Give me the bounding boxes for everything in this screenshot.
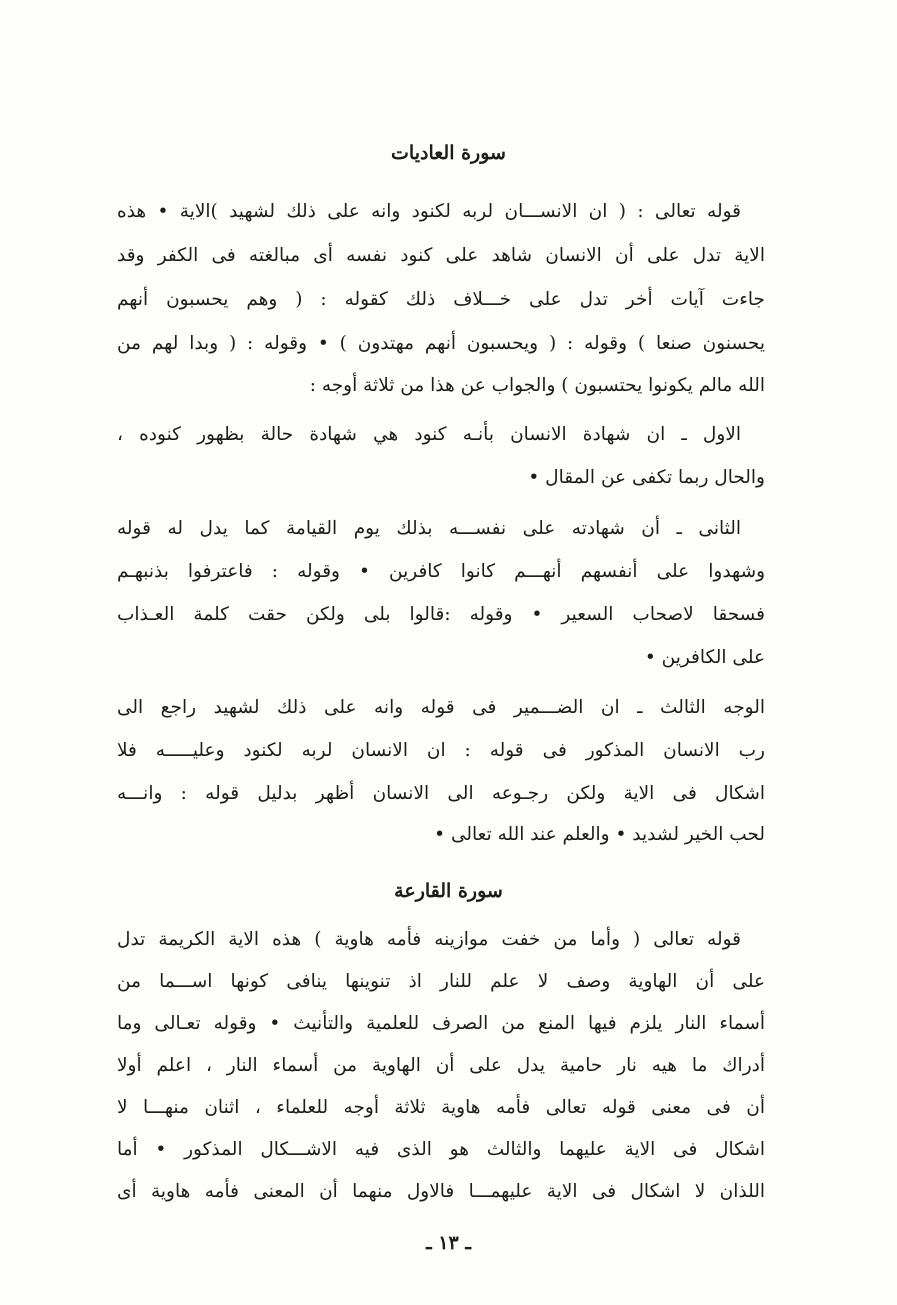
text-line: رب الانسان المذكور فى قوله : ان الانسان لربه لكنود وعليـــــه فلا [117,740,765,761]
text-line: على الكافرين • [644,647,765,668]
text-line: اشكال فى الاية ولكن رجـوعه الى الانسان أظهر بدليل قوله : وانـــه [117,783,765,804]
text-line: أدراك ما هيه نار حامية يدل على أن الهاوية من أسماء النار ، اعلم أولا [117,1055,765,1076]
text-line: جاءت آيات أخر تدل على خـــلاف ذلك كقوله : ( وهم يحسبون أنهم [117,289,765,310]
surah-heading-qariah: سورة القارعة [394,880,503,902]
page-number: ـ ١٣ ـ [426,1232,471,1254]
text-line: وشهدوا على أنفسهم أنهـــم كانوا كافرين • وقوله : فاعترفوا بذنبهـم [117,561,765,582]
text-line: الوجه الثالث ـ ان الضـــمير فى قوله وانه على ذلك لشهيد راجع الى [117,697,765,718]
text-line: يحسنون صنعا ) وقوله : ( ويحسبون أنهم مهتدون ) • وقوله : ( وبدا لهم من [117,333,765,354]
text-line: لحب الخير لشديد • والعلم عند الله تعالى • [434,824,765,845]
text-line: قوله تعالى ( وأما من خفت موازينه فأمه هاوية ) هذه الاية الكريمة تدل [117,929,741,950]
text-line: الثانى ـ أن شهادته على نفســـه بذلك يوم القيامة كما يدل له قوله [117,518,741,539]
text-line: الله مالم يكونوا يحتسبون ) والجواب عن هذا من ثلاثة أوجه : [309,375,765,396]
text-line: أسماء النار يلزم فيها المنع من الصرف للعلمية والتأنيث • وقوله تعـالى وما [117,1013,765,1034]
text-line: والحال ربما تكفى عن المقال • [528,467,765,488]
text-line: اشكال فى الاية عليهما والثالث هو الذى فيه الاشـــكال المذكور • أما [117,1139,765,1160]
surah-heading-adiyat: سورة العاديات [391,142,506,164]
text-line: أن فى معنى قوله تعالى فأمه هاوية ثلاثة أوجه للعلماء ، اثنان منهـــا لا [117,1097,765,1118]
text-line: الاية تدل على أن الانسان شاهد على كنود نفسه أى مبالغته فى الكفر وقد [117,245,765,266]
text-line: على أن الهاوية وصف لا علم للنار اذ تنوينها ينافى كونها اســـما من [117,971,765,992]
text-line: قوله تعالى : ( ان الانســـان لربه لكنود وانه على ذلك لشهيد )الاية • هذه [117,201,741,222]
text-line: فسحقا لاصحاب السعير • وقوله :قالوا بلى ولكن حقت كلمة العـذاب [117,604,765,625]
text-line: الاول ـ ان شهادة الانسان بأنـه كنود هي شهادة حالة بظهور كنوده ، [117,424,741,445]
text-line: اللذان لا اشكال فى الاية عليهمـــا فالاول منهما أن المعنى فأمه هاوية أى [117,1181,765,1202]
